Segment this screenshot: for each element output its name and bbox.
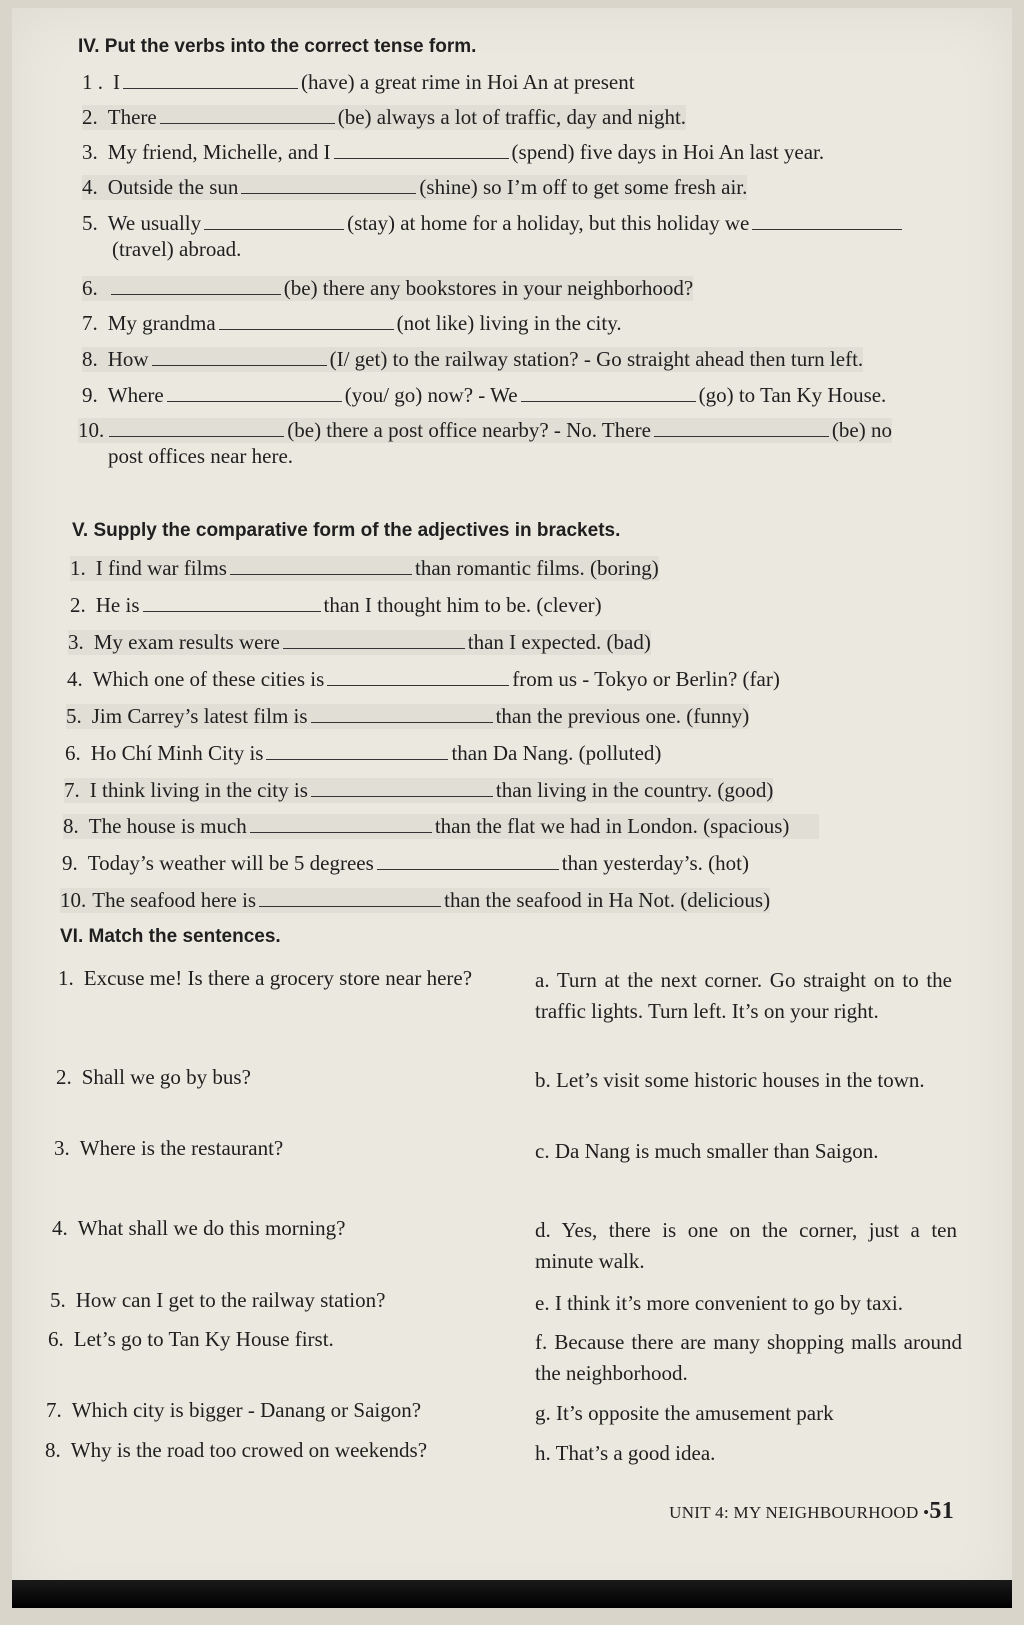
answer-text: Let’s visit some historic houses in the town. <box>556 1068 925 1092</box>
section-4-heading: IV. Put the verbs into the correct tense form. <box>78 36 477 57</box>
s6-question-4 <box>52 1213 522 1244</box>
answer-blank[interactable] <box>377 853 559 870</box>
page-footer <box>669 1498 954 1525</box>
s4-item-5-cont: (travel) abroad. <box>112 237 242 261</box>
item-text: Ho Chí Minh City is <box>90 741 264 765</box>
item-text: than living in the country. (good) <box>495 778 774 802</box>
answer-blank[interactable] <box>167 385 342 402</box>
item-text: than yesterday’s. (hot) <box>561 851 749 875</box>
s6-question-6 <box>48 1324 518 1355</box>
answer-blank[interactable] <box>250 816 432 833</box>
s5-item-4 <box>67 667 780 692</box>
s5-item-2 <box>70 593 602 618</box>
item-text: (spend) five days in Hoi An last year. <box>511 140 825 164</box>
s4-item-1 <box>82 70 635 95</box>
item-text: than I thought him to be. (clever) <box>323 593 602 617</box>
answer-text: That’s a good idea. <box>555 1441 716 1465</box>
section-5-heading: V. Supply the comparative form of the adjectives in brackets. <box>72 520 621 541</box>
item-text: There <box>107 105 157 129</box>
answer-text: I think it’s more convenient to go by taxi. <box>554 1291 904 1315</box>
item-text: My grandma <box>107 311 216 335</box>
item-number: 2. <box>56 1065 72 1089</box>
item-number: 9. <box>62 851 78 875</box>
item-text: than the flat we had in London. (spacious) <box>434 814 790 838</box>
item-text: (be) always a lot of traffic, day and night. <box>337 105 687 129</box>
item-number: 4. <box>67 667 83 691</box>
s6-question-7 <box>46 1395 516 1426</box>
item-text: I <box>113 70 120 94</box>
s5-item-8 <box>63 814 819 839</box>
answer-blank[interactable] <box>327 669 509 686</box>
question-text: What shall we do this morning? <box>77 1216 346 1240</box>
item-text: Jim Carrey’s latest film is <box>91 704 308 728</box>
s4-item-5 <box>82 211 905 236</box>
s4-item-8 <box>82 347 863 372</box>
s5-item-6 <box>65 741 661 766</box>
s4-item-2 <box>82 105 686 130</box>
item-number: 2. <box>70 593 86 617</box>
s4-item-10-cont: post offices near here. <box>108 444 294 468</box>
s6-answer-d <box>535 1215 957 1277</box>
s6-answer-e <box>535 1288 960 1319</box>
item-number: 8. <box>82 347 98 371</box>
answer-blank[interactable] <box>204 213 344 230</box>
question-text: Excuse me! Is there a grocery store near here? <box>83 966 473 990</box>
item-text: than romantic films. (boring) <box>414 556 659 580</box>
s5-item-9 <box>62 851 749 876</box>
item-number: 1 . <box>82 70 103 94</box>
item-number: 10. <box>60 888 87 912</box>
answer-letter: d. <box>535 1218 551 1242</box>
item-text: Where <box>107 383 164 407</box>
item-text: He is <box>95 593 140 617</box>
question-text: Why is the road too crowed on weekends? <box>70 1438 428 1462</box>
s6-answer-b <box>535 1065 952 1096</box>
answer-text: Turn at the next corner. Go straight on to the traffic lights. Turn left. It’s on your right. <box>535 968 952 1023</box>
item-text: (go) to Tan Ky House. <box>698 383 887 407</box>
s6-answer-a <box>535 965 952 1027</box>
item-text: How <box>107 347 149 371</box>
s6-question-2 <box>56 1062 526 1093</box>
item-text: The seafood here is <box>92 888 257 912</box>
item-text: (be) there any bookstores in your neighborhood? <box>283 276 694 300</box>
item-number: 5. <box>66 704 82 728</box>
answer-blank[interactable] <box>654 420 829 437</box>
answer-blank[interactable] <box>109 420 284 437</box>
item-number: 7. <box>82 311 98 335</box>
s6-answer-c <box>535 1136 952 1167</box>
answer-letter: e. <box>535 1291 550 1315</box>
answer-text: Da Nang is much smaller than Saigon. <box>554 1139 879 1163</box>
item-number: 6. <box>82 276 98 300</box>
s6-question-8 <box>45 1435 515 1466</box>
question-text: Let’s go to Tan Ky House first. <box>73 1327 334 1351</box>
item-text: than Da Nang. (polluted) <box>451 741 662 765</box>
item-number: 8. <box>45 1438 61 1462</box>
section-6-heading: VI. Match the sentences. <box>60 926 281 947</box>
item-text: My friend, Michelle, and I <box>107 140 331 164</box>
item-text: than I expected. (bad) <box>467 630 651 654</box>
answer-letter: f. <box>535 1330 548 1354</box>
item-text: I think living in the city is <box>89 778 308 802</box>
answer-blank[interactable] <box>143 595 321 612</box>
s6-question-5 <box>50 1285 520 1316</box>
s4-item-4 <box>82 175 747 200</box>
item-text: (be) no <box>831 418 892 442</box>
s5-item-7 <box>64 778 773 803</box>
item-number: 9. <box>82 383 98 407</box>
answer-letter: a. <box>535 968 550 992</box>
item-text: (not like) living in the city. <box>396 311 622 335</box>
answer-blank[interactable] <box>266 743 448 760</box>
s4-item-10 <box>78 418 892 443</box>
item-number: 5. <box>82 211 98 235</box>
item-number: 1. <box>70 556 86 580</box>
answer-blank[interactable] <box>334 142 509 159</box>
item-number: 4. <box>82 175 98 199</box>
answer-blank[interactable] <box>160 107 335 124</box>
item-text: from us - Tokyo or Berlin? (far) <box>512 667 780 691</box>
item-text: My exam results were <box>93 630 280 654</box>
unit-label: UNIT 4: MY NEIGHBOURHOOD • <box>669 1503 930 1522</box>
s5-item-1 <box>70 556 659 581</box>
answer-blank[interactable] <box>752 213 902 230</box>
s6-answer-h <box>535 1438 962 1469</box>
answer-blank[interactable] <box>230 558 412 575</box>
answer-blank[interactable] <box>311 780 493 797</box>
item-text: We usually <box>107 211 202 235</box>
answer-blank[interactable] <box>259 890 441 907</box>
item-number: 8. <box>63 814 79 838</box>
s5-item-3 <box>68 630 651 655</box>
item-number: 10. <box>78 418 105 442</box>
answer-blank[interactable] <box>123 72 298 89</box>
item-text: (be) there a post office nearby? - No. There <box>287 418 651 442</box>
item-number: 7. <box>46 1398 62 1422</box>
item-text: Today’s weather will be 5 degrees <box>87 851 374 875</box>
item-number: 1. <box>58 966 74 990</box>
answer-text: It’s opposite the amusement park <box>556 1401 834 1425</box>
item-number: 6. <box>65 741 81 765</box>
s4-item-9 <box>82 383 886 408</box>
item-text: (have) a great rime in Hoi An at present <box>301 70 635 94</box>
item-number: 3. <box>68 630 84 654</box>
answer-blank[interactable] <box>111 278 281 295</box>
item-text: than the previous one. (funny) <box>495 704 750 728</box>
item-number: 2. <box>82 105 98 129</box>
item-number: 3. <box>82 140 98 164</box>
answer-blank[interactable] <box>311 706 493 723</box>
item-number: 6. <box>48 1327 64 1351</box>
item-number: 4. <box>52 1216 68 1240</box>
item-text: (you/ go) now? - We <box>344 383 518 407</box>
item-number: 7. <box>64 778 80 802</box>
answer-text: Yes, there is one on the corner, just a ten minute walk. <box>535 1218 957 1273</box>
answer-letter: b. <box>535 1068 551 1092</box>
item-text: The house is much <box>88 814 247 838</box>
answer-letter: c. <box>535 1139 550 1163</box>
item-text: I find war films <box>95 556 227 580</box>
answer-blank[interactable] <box>241 177 416 194</box>
s4-item-3 <box>82 140 824 165</box>
worksheet-page <box>12 8 1012 1608</box>
item-text: Which one of these cities is <box>92 667 325 691</box>
page-number: 51 <box>929 1498 954 1524</box>
question-text: Which city is bigger - Danang or Saigon? <box>71 1398 422 1422</box>
question-text: How can I get to the railway station? <box>75 1288 386 1312</box>
s6-answer-g <box>535 1398 962 1429</box>
answer-blank[interactable] <box>219 313 394 330</box>
s4-item-6 <box>82 276 693 301</box>
answer-blank[interactable] <box>283 632 465 649</box>
s6-question-3 <box>54 1133 524 1164</box>
question-text: Where is the restaurant? <box>79 1136 284 1160</box>
item-text: (shine) so I’m off to get some fresh air. <box>419 175 748 199</box>
s5-item-5 <box>66 704 749 729</box>
item-text: Outside the sun <box>107 175 239 199</box>
s4-item-7 <box>82 311 622 336</box>
answer-letter: g. <box>535 1401 551 1425</box>
item-text: (stay) at home for a holiday, but this holiday we <box>347 211 750 235</box>
question-text: Shall we go by bus? <box>81 1065 251 1089</box>
item-text: (I/ get) to the railway station? - Go straight ahead then turn left. <box>329 347 864 371</box>
answer-blank[interactable] <box>152 349 327 366</box>
item-number: 3. <box>54 1136 70 1160</box>
s6-question-1 <box>58 963 528 994</box>
answer-letter: h. <box>535 1441 551 1465</box>
item-text: than the seafood in Ha Not. (delicious) <box>444 888 771 912</box>
answer-blank[interactable] <box>521 385 696 402</box>
item-number: 5. <box>50 1288 66 1312</box>
answer-text: Because there are many shopping malls around the neighborhood. <box>535 1330 963 1385</box>
s6-answer-f <box>535 1327 962 1389</box>
s5-item-10 <box>60 888 770 913</box>
